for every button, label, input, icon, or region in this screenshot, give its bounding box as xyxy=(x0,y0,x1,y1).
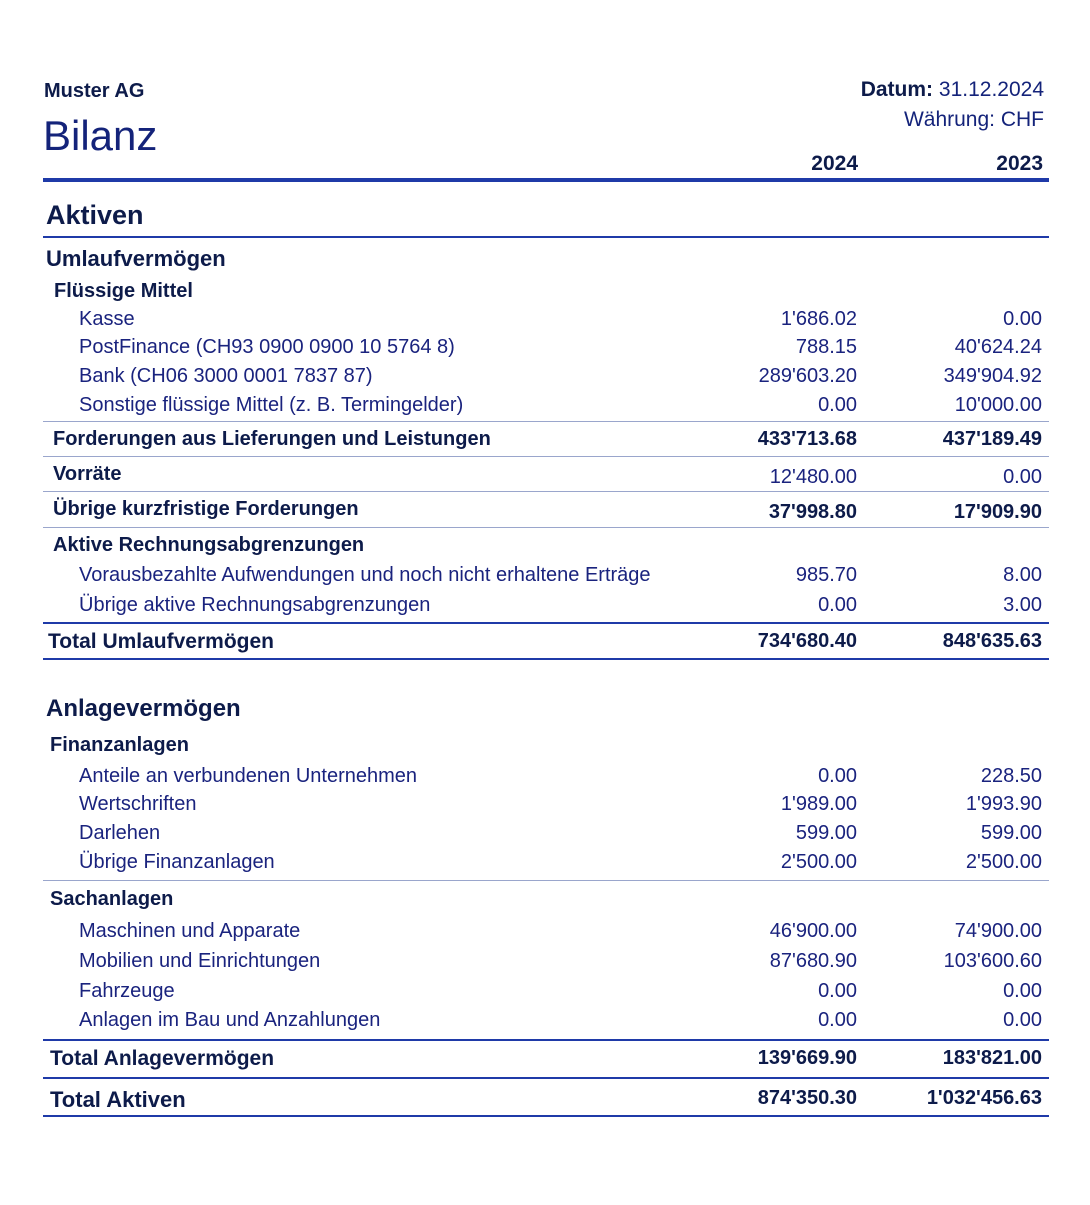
value-2024: 788.15 xyxy=(795,336,857,358)
value-2024: 139'669.90 xyxy=(757,1047,857,1069)
table-row xyxy=(0,1009,1090,1037)
section-anlagevermoegen: Anlagevermögen xyxy=(46,695,241,722)
value-2024: 734'680.40 xyxy=(757,630,857,652)
table-row xyxy=(0,308,1090,336)
section-umlaufvermoegen: Umlaufvermögen xyxy=(46,246,226,271)
row-label: Anlagen im Bau und Anzahlungen xyxy=(79,1009,381,1031)
value-2024: 2'500.00 xyxy=(780,851,857,873)
value-2023: 599.00 xyxy=(980,822,1042,844)
table-row xyxy=(0,793,1090,821)
table-row-total xyxy=(0,630,1090,658)
row-label: Kasse xyxy=(79,308,135,330)
value-2024: 289'603.20 xyxy=(758,365,857,387)
divider xyxy=(43,421,1049,422)
group-fluessige-mittel: Flüssige Mittel xyxy=(54,280,193,302)
table-row xyxy=(0,594,1090,622)
date-line xyxy=(861,78,1044,102)
table-row xyxy=(0,950,1090,978)
divider xyxy=(43,622,1049,624)
value-2024: 1'989.00 xyxy=(780,793,857,815)
group-sachanlagen: Sachanlagen xyxy=(50,888,174,910)
value-2023: 1'032'456.63 xyxy=(926,1087,1042,1109)
header-rule xyxy=(43,178,1049,182)
row-label: Forderungen aus Lieferungen und Leistungen xyxy=(53,428,491,450)
table-row xyxy=(0,428,1090,456)
value-2024: 599.00 xyxy=(795,822,857,844)
row-label: PostFinance (CH93 0900 0900 10 5764 8) xyxy=(79,336,455,358)
divider xyxy=(43,491,1049,492)
row-label: Bank (CH06 3000 0001 7837 87) xyxy=(79,365,373,387)
row-label: Fahrzeuge xyxy=(79,980,175,1002)
value-2024: 1'686.02 xyxy=(780,308,857,330)
divider xyxy=(43,1115,1049,1117)
group-finanzanlagen: Finanzanlagen xyxy=(50,734,189,756)
divider xyxy=(43,880,1049,881)
value-2024: 0.00 xyxy=(818,394,857,416)
value-2024: 87'680.90 xyxy=(769,950,857,972)
table-row xyxy=(0,980,1090,1008)
value-2024: 433'713.68 xyxy=(757,428,857,450)
table-row xyxy=(0,920,1090,948)
row-label: Übrige kurzfristige Forderungen xyxy=(53,498,359,520)
column-header-2024: 2024 xyxy=(811,152,858,175)
value-2023: 17'909.90 xyxy=(953,501,1042,523)
row-label: Übrige Finanzanlagen xyxy=(79,851,275,873)
value-2023: 40'624.24 xyxy=(954,336,1042,358)
value-2024: 0.00 xyxy=(818,1009,857,1031)
table-row xyxy=(0,564,1090,592)
table-row xyxy=(0,394,1090,422)
value-2023: 0.00 xyxy=(1003,308,1042,330)
table-row xyxy=(0,365,1090,393)
row-label: Wertschriften xyxy=(79,793,197,815)
value-2023: 8.00 xyxy=(1003,564,1042,586)
row-label: Mobilien und Einrichtungen xyxy=(79,950,321,972)
section-aktiven: Aktiven xyxy=(46,200,144,230)
value-2024: 0.00 xyxy=(818,980,857,1002)
value-2024: 874'350.30 xyxy=(757,1087,857,1109)
date-value: 31.12.2024 xyxy=(938,78,1044,101)
divider xyxy=(43,658,1049,660)
value-2023: 74'900.00 xyxy=(954,920,1042,942)
row-label: Vorausbezahlte Aufwendungen und noch nicht erhaltene Erträge xyxy=(79,564,651,586)
row-label: Total Umlaufvermögen xyxy=(48,630,274,653)
row-label: Übrige aktive Rechnungsabgrenzungen xyxy=(79,594,431,616)
divider xyxy=(43,236,1049,238)
table-row-total xyxy=(0,1047,1090,1075)
table-row xyxy=(0,463,1090,491)
row-label: Vorräte xyxy=(53,463,122,485)
value-2023: 2'500.00 xyxy=(965,851,1042,873)
company-name: Muster AG xyxy=(44,80,145,102)
table-row xyxy=(0,336,1090,364)
page-title: Bilanz xyxy=(43,112,158,159)
value-2023: 228.50 xyxy=(980,765,1042,787)
table-row xyxy=(0,498,1090,526)
value-2023: 0.00 xyxy=(1003,466,1042,488)
value-2024: 0.00 xyxy=(818,765,857,787)
table-row xyxy=(0,851,1090,879)
date-label: Datum: xyxy=(860,78,934,101)
value-2023: 848'635.63 xyxy=(942,630,1042,652)
divider xyxy=(43,456,1049,457)
value-2023: 349'904.92 xyxy=(943,365,1042,387)
row-label: Darlehen xyxy=(79,822,161,844)
value-2023: 183'821.00 xyxy=(942,1047,1042,1069)
table-row xyxy=(0,822,1090,850)
row-label: Maschinen und Apparate xyxy=(79,920,301,942)
group-aktive-rechnungsabgrenzungen: Aktive Rechnungsabgrenzungen xyxy=(53,534,365,556)
value-2024: 0.00 xyxy=(818,594,857,616)
value-2023: 0.00 xyxy=(1003,1009,1042,1031)
value-2023: 10'000.00 xyxy=(954,394,1042,416)
value-2023: 3.00 xyxy=(1003,594,1042,616)
value-2023: 437'189.49 xyxy=(942,428,1042,450)
value-2023: 1'993.90 xyxy=(965,793,1042,815)
value-2023: 0.00 xyxy=(1003,980,1042,1002)
divider xyxy=(43,1077,1049,1079)
value-2024: 985.70 xyxy=(795,564,857,586)
table-row xyxy=(0,765,1090,793)
column-header-2023: 2023 xyxy=(996,152,1043,175)
value-2023: 103'600.60 xyxy=(943,950,1042,972)
row-label: Sonstige flüssige Mittel (z. B. Termingelder) xyxy=(79,394,464,416)
row-label: Total Anlagevermögen xyxy=(50,1047,275,1070)
row-label: Anteile an verbundenen Unternehmen xyxy=(79,765,418,787)
currency-line: Währung: CHF xyxy=(903,108,1044,131)
value-2024: 46'900.00 xyxy=(769,920,857,942)
table-row-grand-total xyxy=(0,1087,1090,1115)
divider xyxy=(43,1039,1049,1041)
value-2024: 12'480.00 xyxy=(769,466,857,488)
value-2024: 37'998.80 xyxy=(768,501,857,523)
row-label: Total Aktiven xyxy=(50,1087,186,1112)
divider xyxy=(43,527,1049,528)
